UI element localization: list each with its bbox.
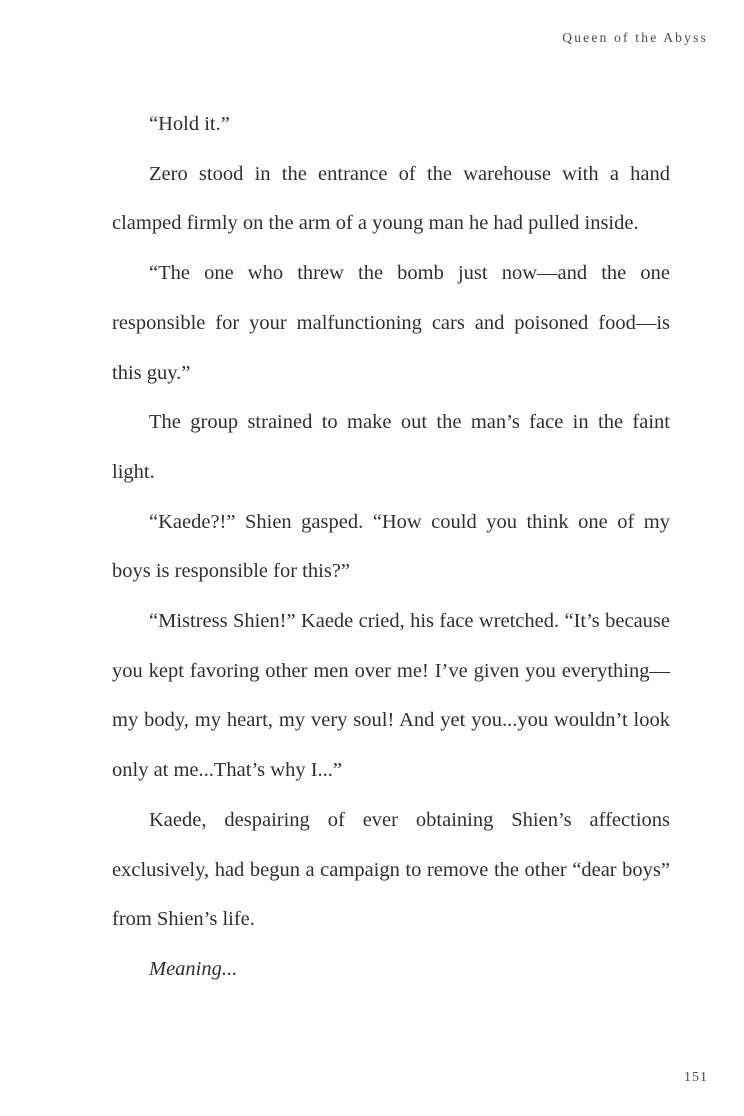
paragraph: The group strained to make out the man’s face in the faint light. [112,411,670,483]
paragraph: “Mistress Shien!” Kaede cried, his face wretched. “It’s because you kept favoring other men over me! I’ve given you everything—my body, my heart, my very soul! And yet you...you wouldn’t look only at me...That’s why I...” [112,610,670,782]
paragraph-italic: Meaning... [149,957,238,980]
paragraph: Kaede, despairing of ever obtaining Shien’s affections exclusively, had begun a campaign to remove the other “dear boys” from Shien’s life. [112,808,670,931]
page-number: 151 [684,1070,708,1085]
paragraph: Zero stood in the entrance of the warehouse with a hand clamped firmly on the arm of a young man he had pulled inside. [112,162,670,235]
paragraph: “The one who threw the bomb just now—and the one responsible for your malfunctioning cars and poisoned food—is this guy.” [112,262,670,384]
body-text [112,100,670,995]
paragraph: “Hold it.” [149,113,230,135]
running-head-title: Queen of the Abyss [562,30,708,45]
paragraph: “Kaede?!” Shien gasped. “How could you think one of my boys is responsible for this?” [112,510,670,583]
